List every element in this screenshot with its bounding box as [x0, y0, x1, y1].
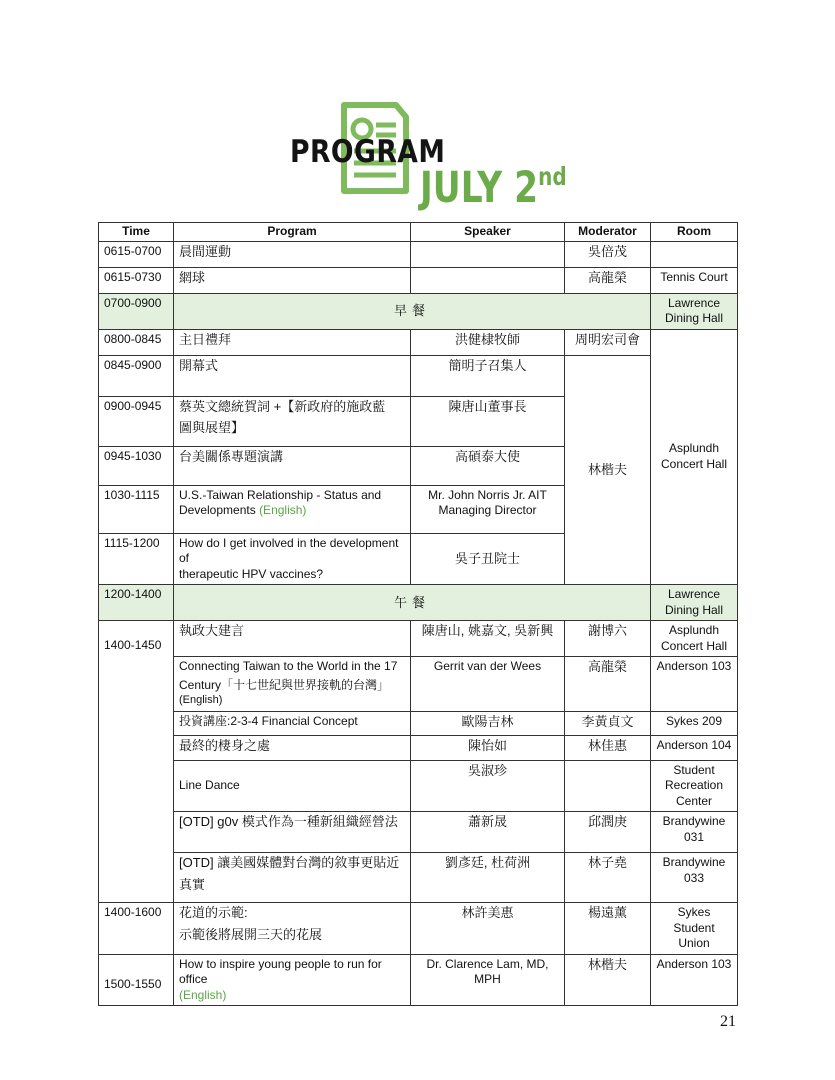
table-row	[99, 267, 738, 293]
speaker-cell: Gerrit van der Wees	[411, 657, 565, 712]
program-line	[179, 503, 405, 519]
speaker-cell	[411, 241, 565, 267]
room-cell	[651, 293, 738, 329]
program-cell: 網球	[174, 267, 411, 293]
speaker-cell: 吳子丑院士	[411, 533, 565, 585]
shared-room-cell	[651, 329, 738, 585]
time-cell: 0845-0900	[99, 355, 174, 396]
moderator-cell: 吳倍茂	[565, 241, 651, 267]
room-cell	[651, 812, 738, 853]
schedule-table	[98, 222, 738, 1006]
program-line: [OTD] 讓美國媒體對台灣的敘事更貼近	[179, 855, 400, 870]
table-row	[99, 735, 738, 760]
speaker-cell	[411, 485, 565, 533]
speaker-line: Dr. Clarence Lam, MD,	[426, 956, 549, 971]
moderator-cell: 李黃貞文	[565, 711, 651, 735]
room-line: Student Union	[673, 920, 715, 950]
meal-row	[99, 585, 738, 621]
program-line: 花道的示範:	[179, 905, 248, 920]
moderator-cell: 邱潤庚	[565, 812, 651, 853]
time-cell: 1115-1200	[99, 533, 174, 585]
program-line: Century「十七世紀與世界接軌的台灣」	[179, 677, 390, 692]
table-row	[99, 853, 738, 903]
time-block-cell	[99, 621, 174, 903]
room-cell	[651, 621, 738, 657]
table-row	[99, 903, 738, 955]
program-line: 真實	[179, 876, 206, 892]
header-time: Time	[99, 223, 174, 242]
program-title: PROGRAM	[290, 134, 446, 170]
header-moderator: Moderator	[565, 223, 651, 242]
room-line: Recreation	[664, 778, 724, 792]
speaker-cell: 高碩泰大使	[411, 446, 565, 485]
room-line: 033	[683, 870, 705, 885]
program-cell: 開幕式	[174, 355, 411, 396]
room-line: Asplundh	[668, 441, 720, 456]
speaker-cell: 陳唐山, 姚嘉文, 吳新興	[411, 621, 565, 657]
table-row	[99, 241, 738, 267]
speaker-cell: 歐陽吉林	[411, 711, 565, 735]
program-line: 蔡英文總統賀詞 +【新政府的施政藍	[179, 398, 386, 414]
table-row	[99, 657, 738, 712]
meal-row	[99, 293, 738, 329]
english-tag: (English)	[179, 987, 227, 1002]
room-line: Brandywine	[662, 855, 726, 869]
speaker-cell	[411, 954, 565, 1006]
time-cell: 0615-0730	[99, 267, 174, 293]
program-line: U.S.-Taiwan Relationship - Status and	[179, 487, 382, 502]
room-line: Center	[675, 793, 713, 808]
table-row	[99, 954, 738, 1006]
room-line: Concert Hall	[660, 638, 728, 653]
moderator-cell: 高龍榮	[565, 267, 651, 293]
moderator-cell: 林子堯	[565, 853, 651, 903]
program-cell: 台美關係專題演講	[174, 446, 411, 485]
table-row	[99, 812, 738, 853]
room-cell: Anderson 103	[651, 954, 738, 1006]
program-cell	[174, 396, 411, 446]
speaker-cell: 洪健棣牧師	[411, 329, 565, 355]
program-cell: [OTD] g0v 模式作為一種新組織經營法	[174, 812, 411, 853]
header-program: Program	[174, 223, 411, 242]
program-cell: 晨間運動	[174, 241, 411, 267]
room-line: Brandywine	[662, 814, 726, 828]
table-row	[99, 760, 738, 812]
date-suffix: nd	[538, 162, 567, 191]
program-line: How do I get involved in the development of	[179, 535, 399, 565]
program-line: 示範後將展開三天的花展	[179, 926, 323, 942]
lunch-label: 午餐	[174, 585, 651, 621]
program-cell	[174, 853, 411, 903]
table-row	[99, 621, 738, 657]
program-cell	[174, 533, 411, 585]
speaker-line: MPH	[474, 972, 501, 986]
room-cell	[651, 760, 738, 812]
time-cell: 0700-0900	[99, 293, 174, 329]
time-cell: 0615-0700	[99, 241, 174, 267]
room-line: 031	[683, 829, 705, 844]
time-block-label: 1400-1450	[104, 638, 162, 652]
program-line: therapeutic HPV vaccines?	[179, 566, 324, 581]
program-date	[420, 162, 567, 213]
page-number: 21	[720, 1013, 736, 1030]
moderator-cell	[565, 760, 651, 812]
room-line: Lawrence	[667, 295, 721, 310]
room-line: Sykes	[677, 905, 711, 919]
speaker-cell: 劉彥廷, 杜荷洲	[411, 853, 565, 903]
room-cell: Anderson 104	[651, 735, 738, 760]
program-cell	[174, 903, 411, 955]
room-cell	[651, 241, 738, 267]
english-tag: (English)	[259, 503, 307, 517]
moderator-cell: 高龍榮	[565, 657, 651, 712]
program-line: Connecting Taiwan to the World in the 17	[179, 659, 398, 673]
speaker-line: Managing Director	[438, 503, 537, 517]
room-line: Concert Hall	[660, 456, 728, 471]
program-line: (English)	[179, 694, 223, 706]
moderator-cell: 林楷夫	[565, 954, 651, 1006]
program-cell	[174, 657, 411, 712]
program-cell: 執政大建言	[174, 621, 411, 657]
program-cell	[174, 485, 411, 533]
moderator-cell: 謝博六	[565, 621, 651, 657]
table-row	[99, 355, 738, 396]
program-cell: 投資講座:2-3-4 Financial Concept	[174, 711, 411, 735]
speaker-cell: 陳唐山董事長	[411, 396, 565, 446]
program-line-text: Developments	[179, 503, 256, 517]
room-line: Asplundh	[668, 623, 720, 637]
speaker-cell: 蕭新晟	[411, 812, 565, 853]
table-row	[99, 329, 738, 355]
program-cell	[174, 954, 411, 1006]
room-line: Dining Hall	[664, 311, 724, 325]
program-header	[290, 95, 570, 215]
room-line: Lawrence	[667, 587, 721, 601]
speaker-cell: 簡明子召集人	[411, 355, 565, 396]
room-line: Dining Hall	[664, 602, 724, 617]
time-cell: 1200-1400	[99, 585, 174, 621]
shared-moderator-cell: 林楷夫	[565, 355, 651, 585]
room-cell	[651, 903, 738, 955]
date-main: JULY 2	[420, 163, 539, 213]
room-cell: Sykes 209	[651, 711, 738, 735]
speaker-cell: 林許美惠	[411, 903, 565, 955]
moderator-cell: 楊遠薰	[565, 903, 651, 955]
time-cell: 1400-1600	[99, 903, 174, 955]
moderator-cell: 林佳惠	[565, 735, 651, 760]
speaker-cell	[411, 267, 565, 293]
speaker-cell: 陳怡如	[411, 735, 565, 760]
program-cell: 最終的棲身之處	[174, 735, 411, 760]
time-cell: 0900-0945	[99, 396, 174, 446]
room-cell	[651, 853, 738, 903]
moderator-cell: 周明宏司會	[565, 329, 651, 355]
header-speaker: Speaker	[411, 223, 565, 242]
program-cell: 主日禮拜	[174, 329, 411, 355]
room-cell: Anderson 103	[651, 657, 738, 712]
speaker-line: Mr. John Norris Jr. AIT	[428, 487, 547, 502]
room-cell	[651, 585, 738, 621]
time-cell: 0945-1030	[99, 446, 174, 485]
header-room: Room	[651, 223, 738, 242]
program-line: 圖與展望】	[179, 420, 245, 435]
time-cell: 1030-1115	[99, 485, 174, 533]
breakfast-label: 早餐	[174, 293, 651, 329]
program-cell: Line Dance	[174, 760, 411, 812]
room-cell: Tennis Court	[651, 267, 738, 293]
time-cell: 1500-1550	[99, 954, 174, 1006]
table-row	[99, 711, 738, 735]
table-header-row	[99, 223, 738, 242]
room-line: Student	[673, 762, 715, 777]
time-cell: 0800-0845	[99, 329, 174, 355]
program-line: How to inspire young people to run for office	[179, 956, 382, 986]
speaker-cell: 吳淑珍	[411, 760, 565, 812]
